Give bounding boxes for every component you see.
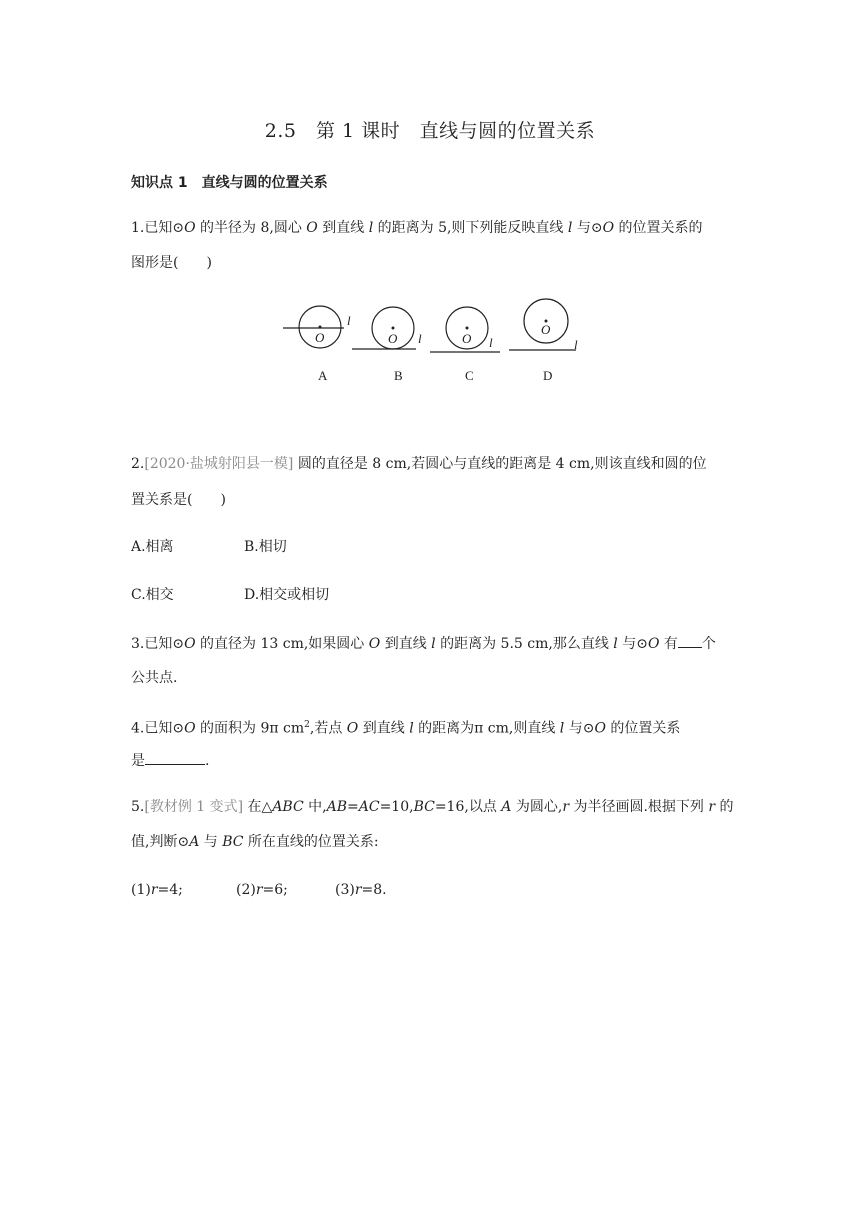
figure-d-center-label: O [541,322,551,337]
question-2-option-c: C.相交 [131,587,174,603]
figure-c-center-label: O [462,331,472,346]
question-4-line-2: 是 . [131,750,209,771]
question-5-source-tag: [教材例 1 变式] [144,799,244,815]
question-2-option-b: B.相切 [244,539,287,555]
figure-a-center [319,326,322,329]
question-4-answer-blank[interactable] [145,750,205,765]
section-heading: 知识点 1 直线与圆的位置关系 [131,175,328,191]
figure-d-line-label: l [574,337,578,352]
question-1-line-1: 1.已知⊙O 的半径为 8,圆心 O 到直线 l 的距离为 5,则下列能反映直线 l 与⊙O 的位置关系的 [131,220,703,236]
question-5-part-2: (2)r=6; [236,882,288,898]
question-5-part-1: (1)r=4; [131,882,183,898]
question-3-line-2: 公共点. [131,670,178,686]
figure-b-center [392,327,395,330]
page-title: 2.5 第 1 课时 直线与圆的位置关系 [264,120,596,142]
figure-label-a: A [318,368,328,383]
question-5-line-1: 5.[教材例 1 变式] 在△ABC 中,AB=AC=10,BC=16,以点 A 为圆心,r 为半径画圆.根据下列 r 的 [131,799,734,815]
figure-c-center [466,327,469,330]
figure-a-line-label: l [347,313,351,328]
figure-label-c: C [465,368,474,383]
figure-a-center-label: O [315,330,325,345]
question-2-option-a: A.相离 [131,539,174,555]
question-2-line-1: 2.[2020·盐城射阳县一模] 圆的直径是 8 cm,若圆心与直线的距离是 4 cm,则该直线和圆的位 [131,456,707,472]
figure-b-line-label: l [418,331,422,346]
figure-label-d: D [543,368,553,383]
question-3-answer-blank[interactable] [678,633,702,648]
question-4-line-1: 4.已知⊙O 的面积为 9π $cm^2$,若点 O 到直线 l 的距离为π cm,则直线 l 与⊙O 的位置关系 [131,720,681,737]
question-1-figure [280,292,590,392]
question-5-part-3: (3)r=8. [335,882,387,898]
figure-b-center-label: O [388,331,398,346]
figure-c-line-label: l [489,335,493,350]
question-1-line-2: 图形是( ) [131,255,212,271]
question-5-line-2: 值,判断⊙A 与 BC 所在直线的位置关系: [131,834,379,850]
question-2-source-tag: [2020·盐城射阳县一模] [144,456,294,472]
question-2-option-d: D.相交或相切 [244,587,330,603]
question-3-line-1: 3.已知⊙O 的直径为 13 cm,如果圆心 O 到直线 l 的距离为 5.5 cm,那么直线 l 与⊙O 有 个 [131,633,716,654]
question-2-line-2: 置关系是( ) [131,492,226,508]
figure-label-b: B [394,368,403,383]
